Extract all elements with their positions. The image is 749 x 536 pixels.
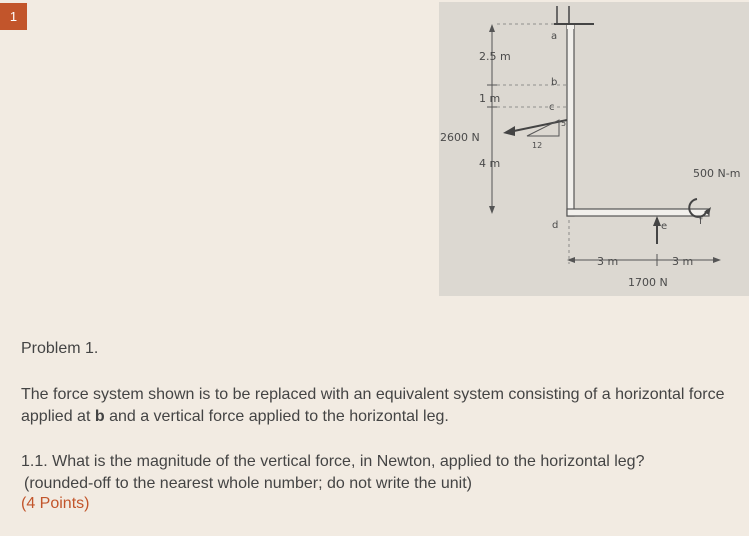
dim-1-label: 1 m — [479, 92, 501, 105]
dim-3-left-label: 3 m — [597, 255, 619, 268]
question-line-1: 1.1. What is the magnitude of the vertical force, in Newton, applied to the horizontal leg? — [21, 453, 645, 470]
label-c: c — [549, 102, 555, 113]
horizontal-leg — [567, 209, 709, 216]
slope-5-label: 5 — [561, 119, 567, 128]
points-label: (4 Points) — [21, 495, 90, 512]
dim-3-right-label: 3 m — [672, 255, 694, 268]
dim-4-label: 4 m — [479, 157, 501, 170]
statement-text-end: and a vertical force applied to the horizontal leg. — [104, 408, 449, 425]
problem-figure-photo — [439, 2, 749, 296]
question-line-2: (rounded-off to the nearest whole number; do not write the unit) — [24, 475, 472, 492]
label-d: d — [552, 220, 559, 231]
question-text — [21, 451, 733, 495]
label-b: b — [551, 77, 558, 88]
vertical-leg — [567, 24, 574, 216]
question-number-badge: 1 — [0, 3, 27, 30]
problem-title: Problem 1. — [21, 340, 99, 357]
point-b-bold: b — [94, 408, 105, 425]
force-1700-label: 1700 N — [628, 276, 668, 289]
label-a: a — [551, 31, 558, 42]
moment-500-label: 500 N-m — [693, 167, 741, 180]
dim-2-5-label: 2.5 m — [479, 50, 511, 63]
statement-text: The force system shown is to be replaced with an equivalent system consisting of a horizontal force applied at — [21, 386, 725, 425]
force-2600-label: 2600 N — [440, 131, 480, 144]
label-e: e — [661, 221, 668, 232]
slope-12-label: 12 — [532, 141, 543, 150]
label-f: f — [699, 216, 703, 227]
problem-statement — [21, 384, 733, 428]
force-system-diagram — [439, 2, 749, 296]
